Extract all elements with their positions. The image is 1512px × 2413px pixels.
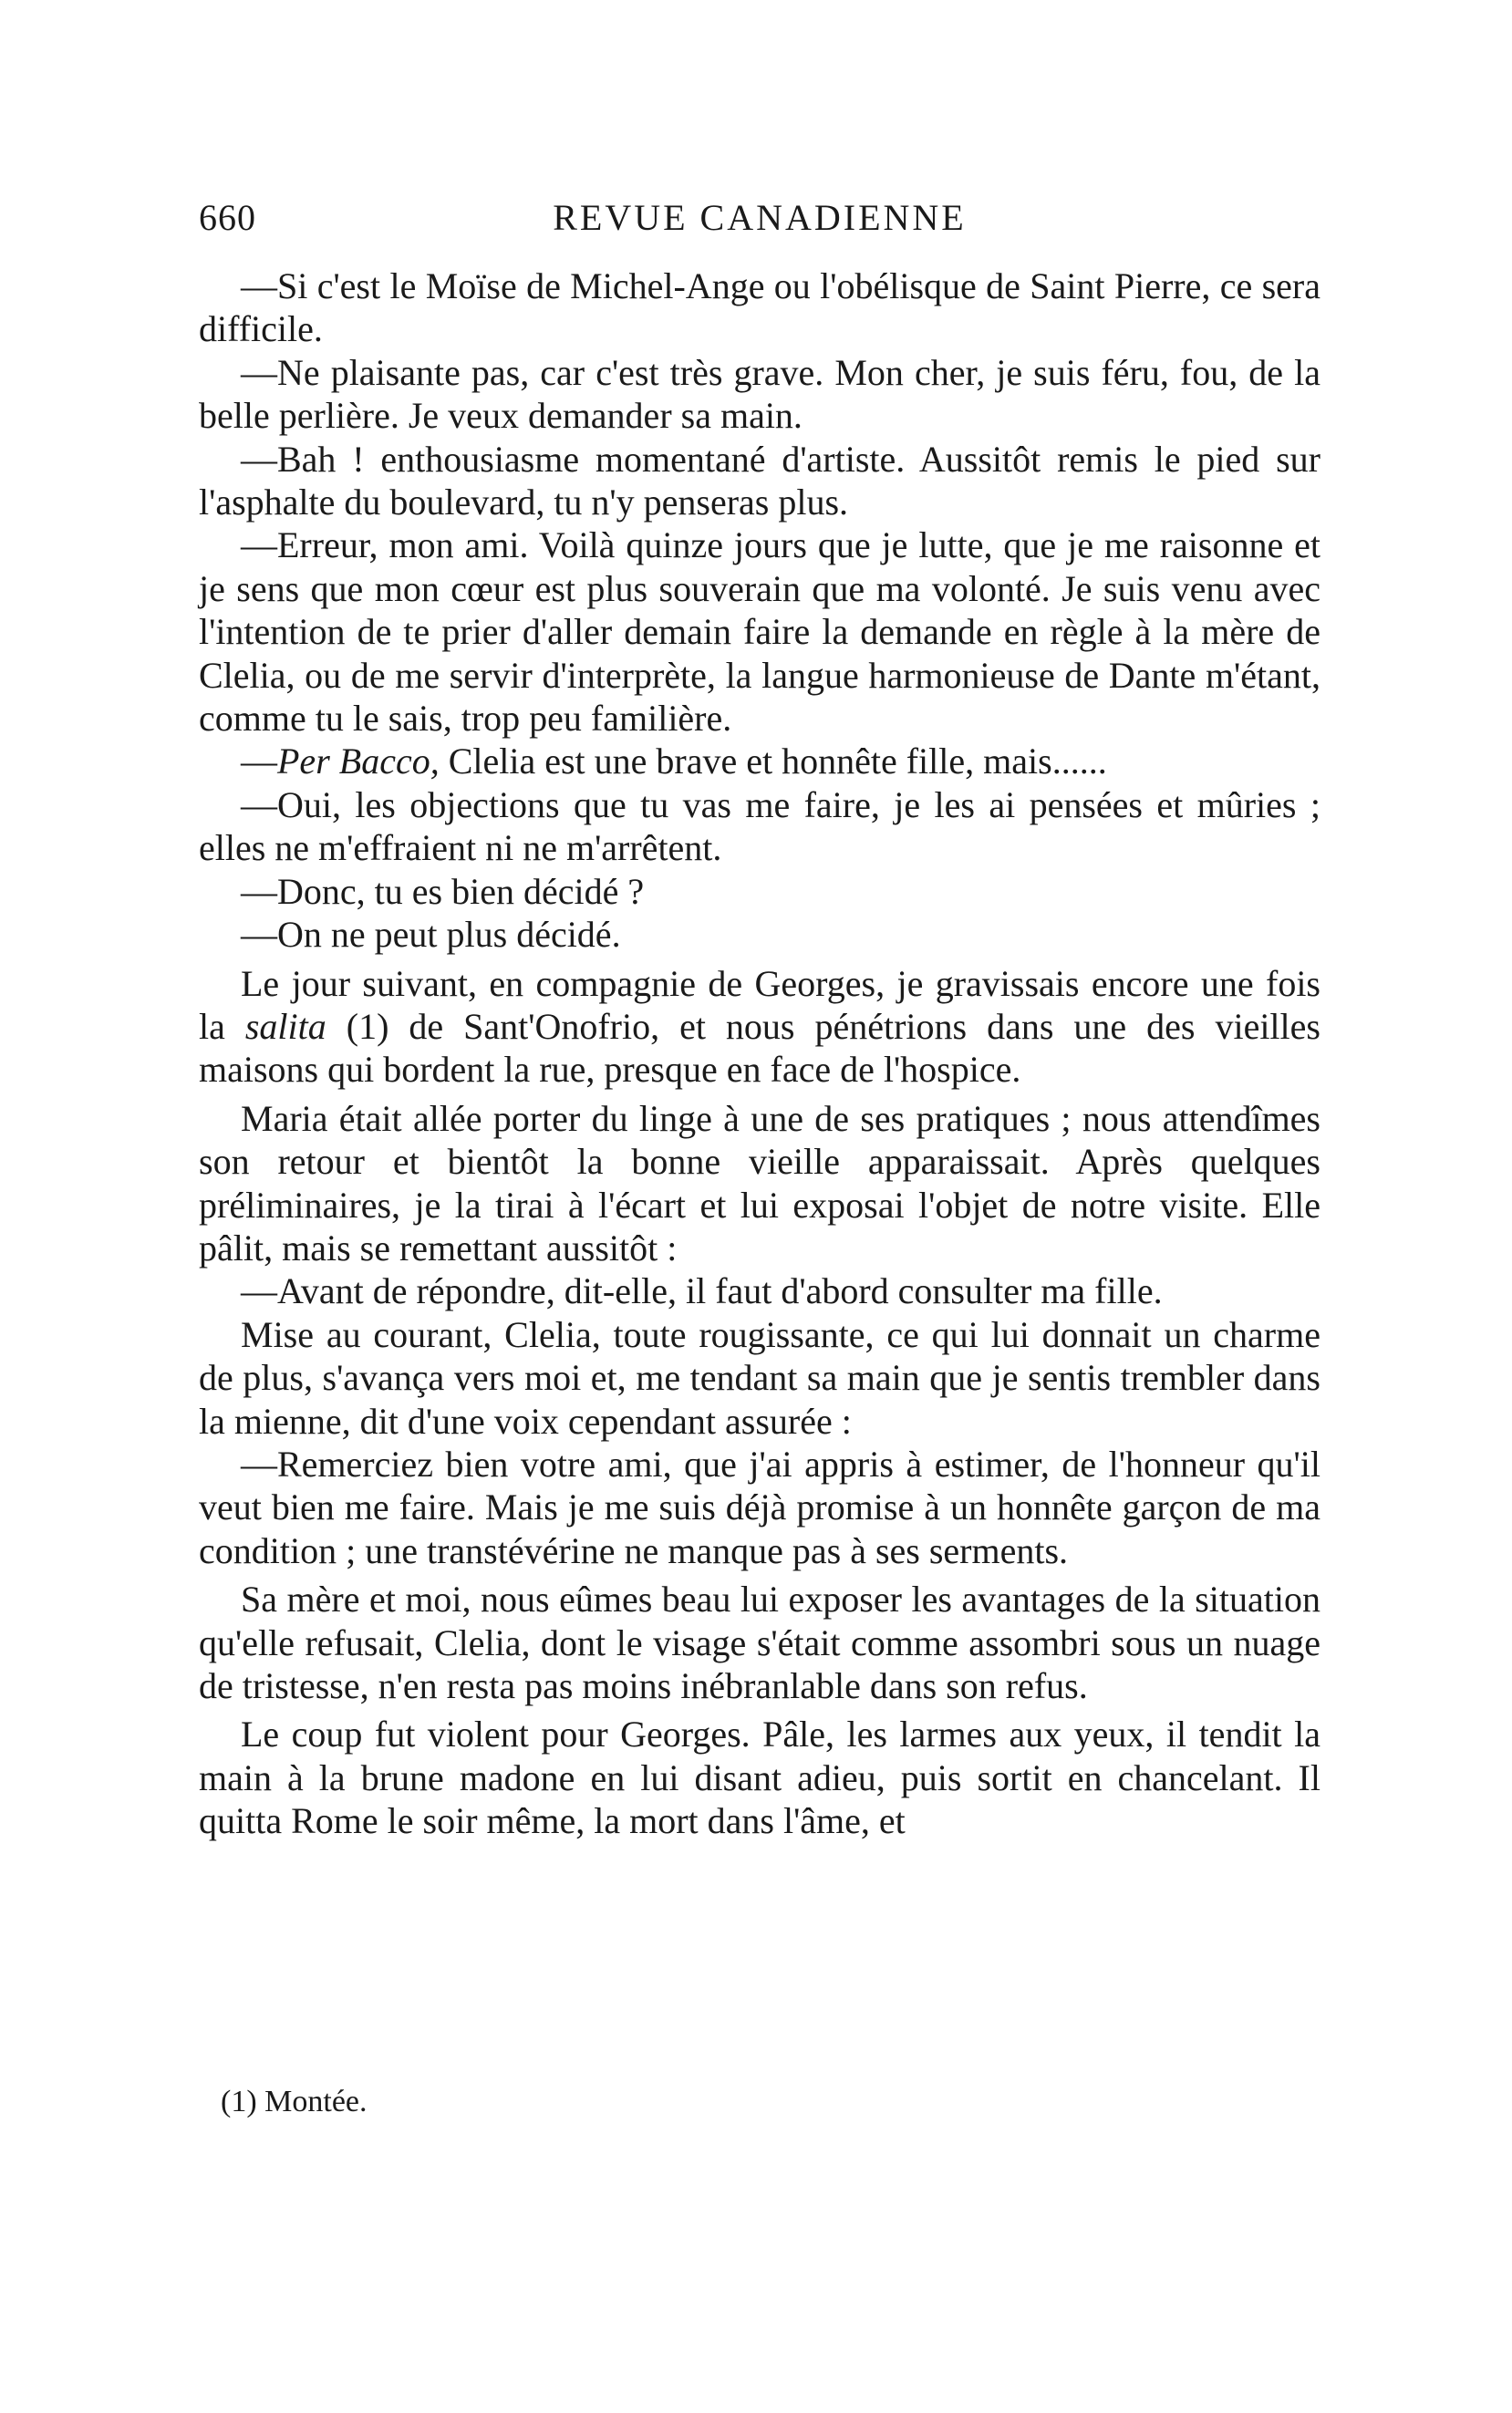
paragraph-text: — [241,740,277,782]
paragraph: —Erreur, mon ami. Voilà quinze jours que je lutte, que je me raisonne et je sens que mon cœur est plus souverain que ma volonté. Je suis venu avec l'intention de te prier d'aller demain faire la demande en règle à la mère de Clelia, ou de me servir d'interprète, la langue harmonieuse de Dante m'étant, comme tu le sais, trop peu familière. [199,524,1320,740]
running-head: REVUE CANADIENNE [553,197,967,238]
paragraph [199,962,1320,1092]
italic-text: Per Bacco, [277,740,440,782]
paragraph: —On ne peut plus décidé. [241,914,621,956]
italic-text: salita [244,1005,326,1047]
paragraph: —Ne plaisante pas, car c'est très grave. Mon cher, je suis féru, fou, de la belle perlière. Je veux demander sa main. [199,351,1320,437]
paragraph: —Si c'est le Moïse de Michel-Ange ou l'obélisque de Saint Pierre, ce sera difficile. [199,265,1320,350]
footnote: (1) Montée. [221,2085,368,2118]
paragraph: —Bah ! enthousiasme momentané d'artiste. Aussitôt remis le pied sur l'asphalte du boulevard, tu n'y penseras plus. [199,438,1320,523]
paragraph: Le coup fut violent pour Georges. Pâle, les larmes aux yeux, il tendit la main à la brune madone en lui disant adieu, puis sortit en chancelant. Il quitta Rome le soir même, la mort dans l'âme, et [199,1714,1320,1842]
paragraph [199,740,1320,782]
paragraph-text: Le jour suivant, en compagnie de Georges, je gravissais encore une fois la [199,962,1320,1047]
page-number: 660 [199,197,256,238]
paragraph: —Remerciez bien votre ami, que j'ai appris à estimer, de l'honneur qu'il veut bien me faire. Mais je me suis déjà promise à un honnête garçon de ma condition ; une transtévérine ne manque pas à ses serments. [199,1443,1320,1571]
paragraph: Sa mère et moi, nous eûmes beau lui exposer les avantages de la situation qu'elle refusait, Clelia, dont le visage s'était comme assombri sous un nuage de tristesse, n'en resta pas moins inébranlable dans son refus. [199,1579,1320,1706]
paragraph: —Donc, tu es bien décidé ? [241,870,645,912]
body-text [199,264,1320,1843]
page-header [199,196,1320,251]
paragraph: Mise au courant, Clelia, toute rougissante, ce qui lui donnait un charme de plus, s'avança vers moi et, me tendant sa main que je sentis trembler dans la mienne, dit d'une voix cependant assurée : [199,1313,1320,1442]
paragraph-text: (1) de Sant'Onofrio, et nous pénétrions dans une des vieilles maisons qui bordent la rue, presque en face de l'hospice. [199,1005,1320,1091]
paragraph: —Oui, les objections que tu vas me faire, je les ai pensées et mûries ; elles ne m'effraient ni ne m'arrêtent. [199,783,1320,869]
paragraph: Maria était allée porter du linge à une de ses pratiques ; nous attendîmes son retour et bientôt la bonne vieille apparaissait. Après quelques préliminaires, je la tirai à l'écart et lui exposai l'objet de notre visite. Elle pâlit, mais se remettant aussitôt : [199,1097,1320,1269]
paragraph: —Avant de répondre, dit-elle, il faut d'abord consulter ma fille. [241,1270,1163,1312]
paragraph-text: Clelia est une brave et honnête fille, mais...... [439,740,1107,782]
